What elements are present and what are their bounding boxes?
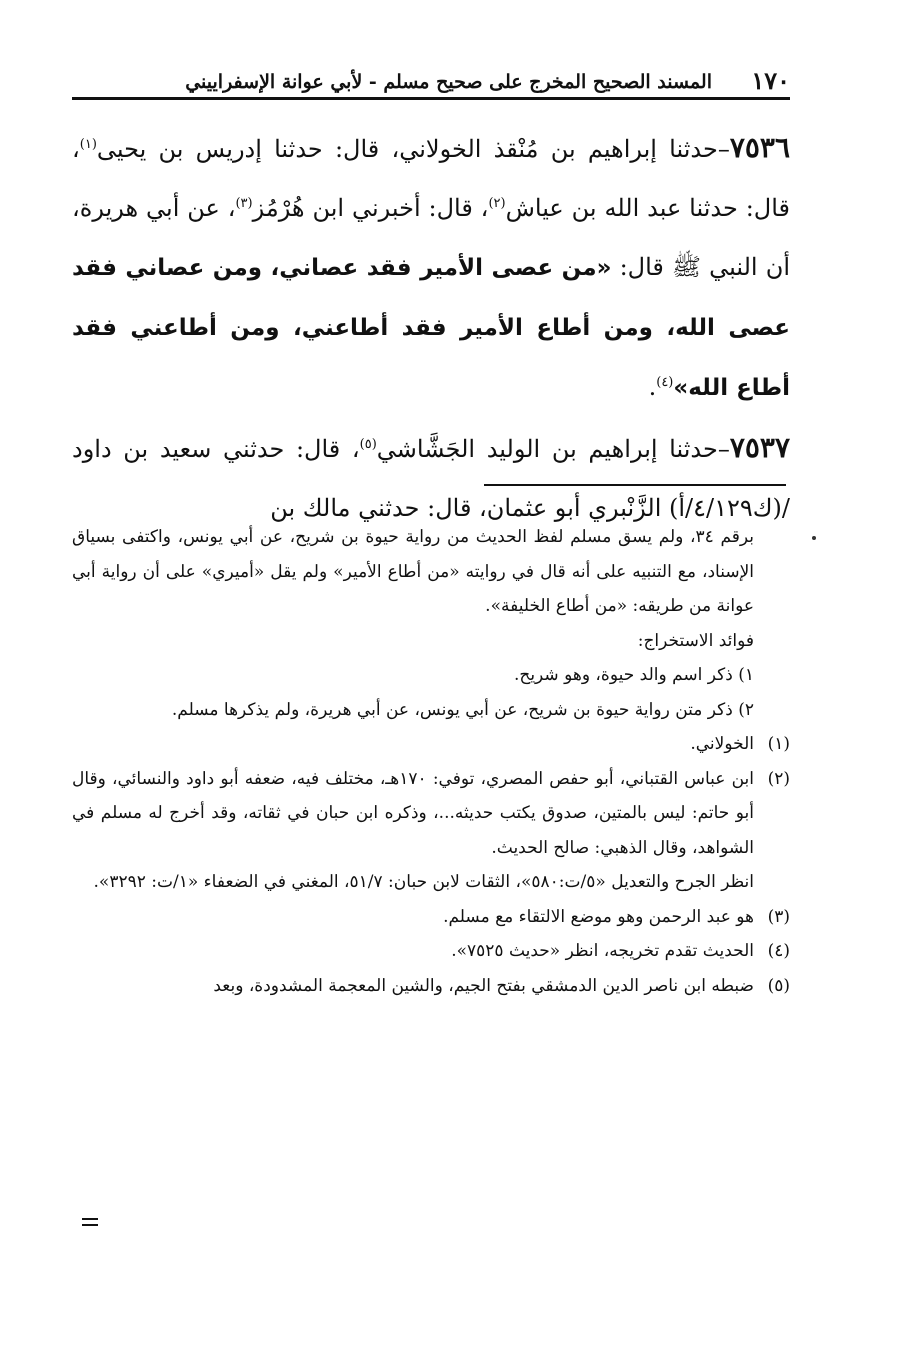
footnote-mark: (٣) [767, 906, 790, 927]
footnotes [72, 520, 790, 1003]
scan-mark [812, 536, 816, 540]
continuation-mark [82, 1218, 98, 1226]
running-title: المسند الصحيح المخرج على صحيح مسلم - لأبي عوانة الإسفراييني [185, 71, 712, 93]
isnad-text: –حدثنا إبراهيم بن مُنْقذ الخولاني، قال: حدثنا إدريس بن يحيى [96, 135, 730, 163]
footnote-3 [72, 900, 790, 935]
isnad-text: ، قال: أخبرني ابن هُرْمُز [252, 194, 489, 222]
footnote-mark: (١) [767, 734, 790, 754]
benefit-item: ١) ذكر اسم والد حيوة، وهو شريح. [513, 665, 754, 685]
footnote-ref: (٢) [488, 196, 506, 211]
footnote-text: الخولاني. [690, 734, 754, 754]
isnad-text: –حدثنا إبراهيم بن الوليد الجَشَّاشي [376, 435, 730, 463]
footnote-ref: (٤) [656, 375, 674, 390]
footnote-2 [72, 762, 790, 900]
hadith-matn: «من عصى الأمير فقد عصاني، ومن عصاني فقد عصى الله، ومن أطاع الأمير فقد أطاعني، ومن أطاعني فقد أطاع الله» [72, 255, 790, 401]
footnote-continuation: برقم ٣٤، ولم يسق مسلم لفظ الحديث من رواية حيوة بن شريح، عن أبي يونس، واكتفى بسياق الإسناد، مع التنبيه على أنه قال في روايته «من أطاع الأمير» ولم يقل «أميري» على أن رواية أبي عوانة من طريقه: «من أطاع الخليفة». [72, 527, 754, 616]
hadith-7536 [72, 118, 790, 418]
benefit-item: ٢) ذكر متن رواية حيوة بن شريح، عن أبي يونس، عن أبي هريرة، ولم يذكرها مسلم. [171, 699, 754, 720]
punctuation: . [648, 373, 657, 401]
hadith-number: ٧٥٣٧ [729, 431, 790, 464]
isnad-text: ، عن أبي هريرة، أن النبي ﷺ قال: [72, 194, 791, 281]
footnote-references: انظر الجرح والتعديل «٥/ت:٥٨٠»، الثقات لابن حبان: ٥١/٧، المغني في الضعفاء «١/ت: ٣٢٩٢». [93, 872, 754, 892]
running-header [72, 66, 790, 100]
footnote-ref: (٥) [359, 437, 377, 452]
footnote-text: ابن عباس القتباني، أبو حفص المصري، توفي: ١٧٠هـ، مختلف فيه، ضعفه أبو داود والنسائي، وقال أبو حاتم: ليس بالمتين، صدوق يكتب حديثه...، وذكره ابن حبان في ثقاته، وقد أخرج له مسلم في الشواهد، وقال الذهبي: صالح الحديث. [72, 768, 754, 858]
footnote-5 [72, 969, 790, 1004]
footnote-4 [72, 934, 790, 969]
main-text [72, 118, 790, 538]
footnote-1 [72, 727, 790, 762]
footnote-ref: (٣) [235, 196, 253, 211]
footnote-separator [484, 484, 786, 486]
footnote-text: ضبطه ابن ناصر الدين الدمشقي بفتح الجيم، والشين المعجمة المشدودة، وبعد [213, 975, 754, 996]
page-number: ١٧٠ [751, 66, 790, 95]
footnote-ref: (١) [79, 137, 97, 152]
isnad-text: ، قال: حدثني سعيد بن داود /(ك٤/١٢٩/أ) الزَّنْبري أبو عثمان، قال: حدثني مالك بن [72, 435, 790, 522]
footnote-mark: (٢) [767, 768, 790, 789]
footnote-mark: (٥) [767, 975, 790, 996]
footnote-body [72, 762, 754, 900]
footnote-mark: (٤) [767, 941, 790, 961]
benefits-title: فوائد الاستخراج: [637, 630, 754, 651]
footnote-text: هو عبد الرحمن وهو موضع الالتقاء مع مسلم. [443, 906, 754, 927]
hadith-number: ٧٥٣٦ [729, 131, 790, 164]
footnote-text: الحديث تقدم تخريجه، انظر «حديث ٧٥٢٥». [451, 941, 754, 961]
isnad-text: ، قال: حدثنا عبد الله بن عياش [72, 135, 790, 222]
